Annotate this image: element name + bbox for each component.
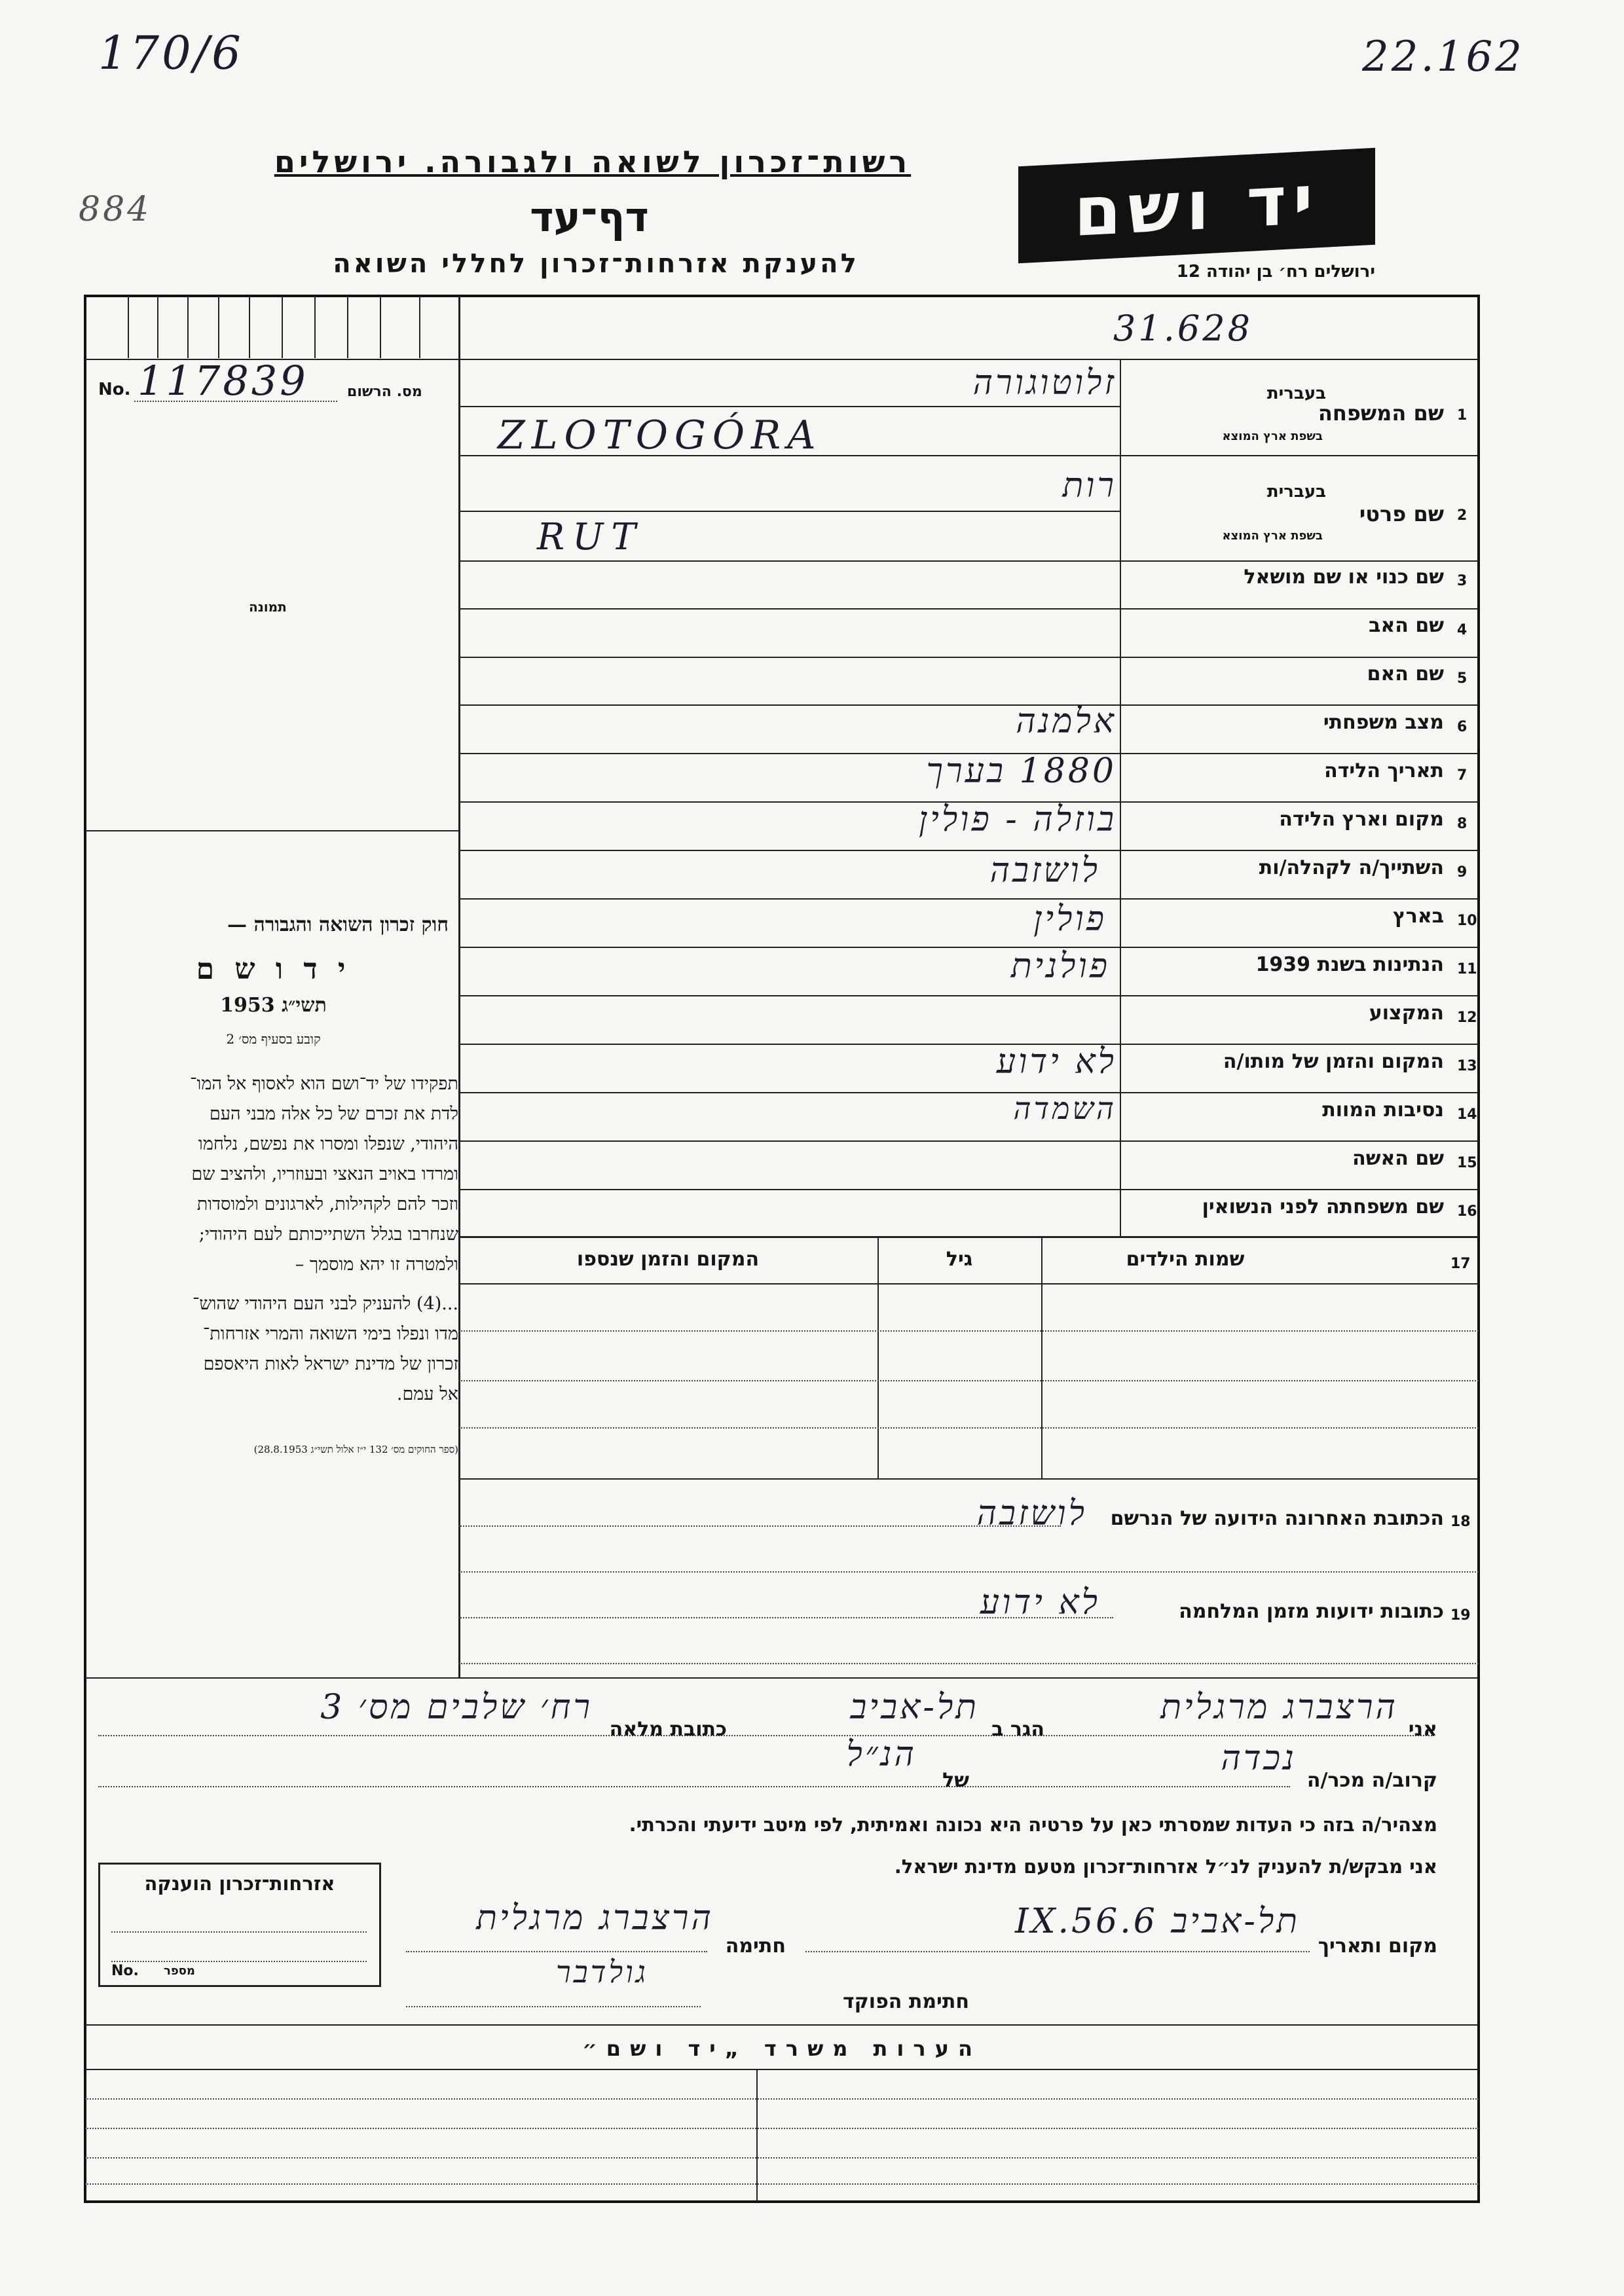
law-line: לדת את זכרם של כל אלה מבני העם	[209, 1104, 458, 1124]
field-label-community: השתייך/ה לקהלה/ות	[1259, 856, 1444, 879]
field-label-marital-status: מצב משפחתי	[1323, 711, 1444, 734]
field-number: 14	[1457, 1106, 1477, 1123]
citizenship-value: פולנית	[1010, 947, 1110, 986]
declaration-address-label: כתובת מלאה	[609, 1718, 727, 1741]
law-line: שנחרבו בגלל השתייכותם לעם היהודי;	[198, 1224, 458, 1245]
relation-value: נכדה	[1221, 1739, 1297, 1778]
side-number: 884	[79, 190, 152, 229]
place-date-value: תל-אביב 6.IX.56	[1015, 1902, 1300, 1941]
relation-of-value: הנ״ל	[846, 1735, 917, 1774]
archive-number-top-left: 170/6	[98, 26, 244, 80]
law-line: מדו ונפלו בימי השואה והמרי אזרחות־	[202, 1324, 458, 1344]
field-label-occupation: המקצוע	[1369, 1002, 1444, 1025]
children-names-header: שמות הילדים	[1126, 1248, 1245, 1271]
law-title: חוק זכרון השואה והגבורה —	[227, 913, 449, 936]
field-number: 16	[1457, 1203, 1477, 1220]
field-label-wife-name: שם האשה	[1352, 1147, 1444, 1170]
registration-label-en: No.	[98, 380, 131, 399]
archive-number-top-right: 22.162	[1362, 33, 1524, 81]
field-label-mother-name: שם האם	[1367, 663, 1444, 685]
yad-vashem-logo	[1018, 148, 1375, 264]
field-label-father-name: שם האב	[1369, 614, 1444, 637]
field-number: 3	[1457, 573, 1467, 589]
logo-address: ירושלים רח׳ בן יהודה 12	[1176, 262, 1375, 282]
family-name-origin: ZLOTOGÓRA	[498, 412, 822, 458]
declarant-name: הרצברג מרגלית	[1160, 1688, 1398, 1727]
field-label-family-name: שם המשפחה	[1318, 401, 1444, 426]
official-signature-label: חתימת הפוקד	[843, 1990, 969, 2013]
field-label-birthplace: מקום וארץ הלידה	[1279, 808, 1444, 831]
birth-date-value: 1880 בערך	[926, 752, 1116, 791]
declarant-city: תל-אביב	[850, 1688, 979, 1727]
field-number: 5	[1457, 670, 1467, 687]
certificate-title: אזרחות־זכרון הוענקה	[144, 1872, 335, 1895]
field-number: 19	[1450, 1607, 1471, 1624]
signature-label: חתימה	[725, 1935, 786, 1958]
declaration-prefix: אני	[1408, 1718, 1437, 1741]
law-clause: קובע בסעיף מס׳ 2	[226, 1031, 321, 1047]
registration-number: 117839	[138, 357, 308, 405]
photo-label: תמונה	[249, 599, 287, 615]
law-line: תפקידו של יד־ושם הוא לאסוף אל המו־	[190, 1074, 458, 1094]
field-number: 6	[1457, 719, 1467, 735]
official-signature: גולדבר	[556, 1954, 648, 1990]
children-age-header: גיל	[946, 1248, 973, 1271]
field-label-death-circumstances: נסיבות המוות	[1322, 1099, 1444, 1121]
remarks-title: הערות משרד „יד ושם״	[582, 2036, 982, 2061]
certificate-number-en: No.	[111, 1963, 139, 1979]
community-value: לושזבה	[989, 851, 1100, 890]
field-number: 15	[1457, 1155, 1477, 1171]
field-number: 18	[1450, 1514, 1471, 1530]
field-sublabel-hebrew: בעברית	[1266, 482, 1326, 501]
field-number: 2	[1457, 507, 1467, 524]
wartime-addresses-value: לא ידוע	[980, 1583, 1100, 1622]
declarant-address: רח׳ שלבים מס׳ 3	[320, 1688, 593, 1727]
declaration-request: אני מבקש/ת להעניק לנ״ל אזרחות־זכרון מטעם מדינת ישראל.	[894, 1855, 1437, 1878]
form-title: דף־עד	[530, 193, 649, 241]
law-line: אל עמם.	[396, 1384, 458, 1404]
field-sublabel-origin: בשפת ארץ המוצא	[1222, 429, 1323, 443]
last-address-value: לושזבה	[976, 1494, 1087, 1533]
field-label-country: בארץ	[1392, 905, 1444, 928]
field-label-citizenship: הנתינות בשנת 1939	[1255, 953, 1444, 976]
law-line: ומרדו באויב הנאצי ובעוזריו, ולהציב שם	[191, 1164, 458, 1184]
field-sublabel-origin: בשפת ארץ המוצא	[1222, 529, 1323, 543]
field-label-maiden-name: שם משפחתה לפני הנשואין	[1202, 1195, 1444, 1218]
death-place-value: לא ידוע	[996, 1042, 1116, 1082]
law-line: וזכר להם לקהילות, לארגונים ולמוסדות	[196, 1194, 458, 1214]
first-name-hebrew: רות	[1062, 466, 1116, 505]
certificate-number-label: מספר	[164, 1964, 195, 1978]
marital-status-value: אלמנה	[1016, 702, 1116, 741]
declaration-statement: מצהיר/ה בזה כי העדות שמסרתי כאן על פרטיה היא נכונה ואמיתית, לפי מיטב ידיעתי והכרתי.	[629, 1813, 1437, 1836]
field-number: 11	[1457, 961, 1477, 977]
law-year: תשי״ג 1953	[220, 994, 327, 1017]
logo-text: יד ושם	[1074, 159, 1320, 252]
field-number: 9	[1457, 864, 1467, 881]
law-line: זכרון של מדינת ישראל לאות היאספם	[203, 1354, 458, 1374]
law-line: היהודי, שנפלו ומסרו את נפשם, נלחמו	[198, 1134, 458, 1154]
death-circumstances-value: השמדה	[1013, 1091, 1116, 1126]
field-number: 4	[1457, 622, 1467, 638]
law-name: י ד ו ש ם	[196, 953, 351, 986]
field-number: 13	[1457, 1058, 1477, 1074]
place-date-label: מקום ותאריך	[1318, 1935, 1437, 1958]
field-number: 8	[1457, 816, 1467, 832]
field-label-first-name: שם פרטי	[1359, 501, 1444, 526]
declarant-signature: הרצברג מרגלית	[476, 1899, 714, 1938]
field-label-death-place-time: המקום והזמן של מותו/ה	[1223, 1050, 1444, 1073]
field-label-last-address: הכתובת האחרונה הידועה של הנרשם	[1110, 1507, 1444, 1530]
authority-line: רשות־זכרון לשואה ולגבורה. ירושלים	[274, 144, 912, 179]
field-number: 12	[1457, 1010, 1477, 1026]
field-number: 7	[1457, 767, 1467, 784]
sheet-number: 31.628	[1113, 308, 1253, 349]
field-number: 10	[1457, 913, 1477, 929]
registration-label: מס. הרשום	[347, 384, 422, 400]
first-name-origin: RUT	[537, 516, 644, 558]
field-label-nickname: שם כנוי או שם מושאל	[1244, 566, 1444, 589]
field-sublabel-hebrew: בעברית	[1266, 384, 1326, 403]
field-number: 1	[1457, 407, 1467, 424]
family-name-hebrew: זלוטוגורה	[972, 363, 1116, 403]
country-value: פולין	[1033, 900, 1107, 939]
birthplace-value: בוזלה - פולין	[918, 800, 1116, 839]
relation-label: קרוב/ה מכר/ה	[1306, 1769, 1437, 1792]
field-number: 17	[1450, 1256, 1471, 1272]
law-line: ...(4) להעניק לבני העם היהודי שהוש־	[193, 1294, 458, 1314]
field-label-wartime-addresses: כתובות ידועות מזמן המלחמה	[1179, 1600, 1444, 1623]
law-reference: (ספר החוקים מס׳ 132 י״ז אלול תשי״ג 28.8.1953)	[253, 1444, 458, 1455]
relation-of: של	[942, 1769, 969, 1792]
form-subtitle: להענקת אזרחות־זכרון לחללי השואה	[333, 249, 859, 279]
declaration-resides: הגר ב	[991, 1718, 1044, 1741]
law-line: ולמטרה זו יהא מוסמך –	[295, 1254, 458, 1275]
field-label-birth-date: תאריך הלידה	[1324, 759, 1444, 782]
children-place-header: המקום והזמן שנספו	[576, 1248, 760, 1271]
